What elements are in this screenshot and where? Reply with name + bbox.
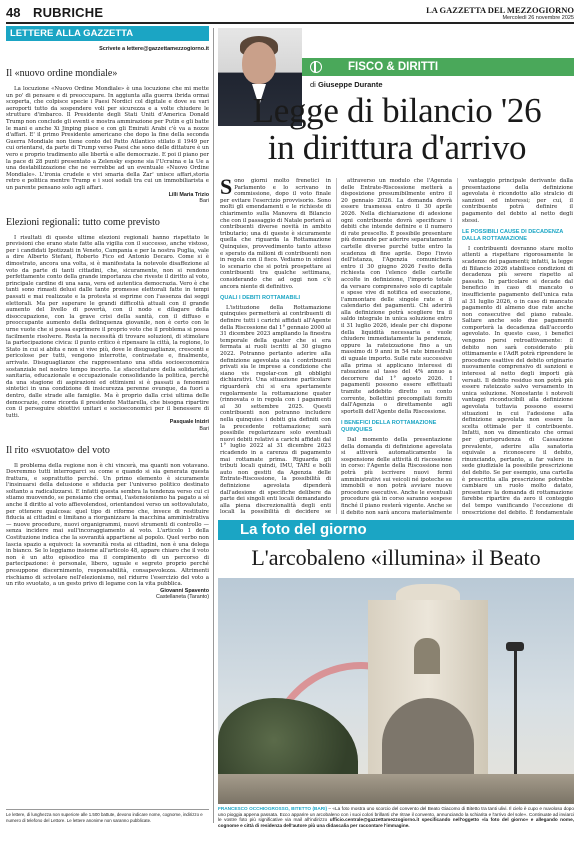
column-rule: [457, 178, 458, 514]
headline-line: Legge di bilancio '26: [252, 91, 542, 130]
byline-author: Giuseppe Durante: [317, 80, 383, 89]
photo-of-day-image: [218, 578, 574, 804]
photo-caption: [218, 806, 574, 828]
page-number: 48: [6, 5, 21, 20]
headline-line: in dirittura d'arrivo: [267, 128, 527, 167]
article-column: [220, 178, 331, 514]
letter-body: I risultati di queste ultime elezioni regionali hanno rispettato le previsioni che erano state fatte alla vigilia con il successo, anche vistoso, per i candidati Ipotizzati in Veneto, Campania e per la nostra Puglia, vale a dire Alberto Stefani, Roberto Fico ed Antonio Decaro. Come si è dimostrato, ancora una volta, si è manifestata la notevole disaffezione al voto da parte di tanti cittadini, che, sicuramente, non si rendono perfettamente conto della grande importanza che riveste il diritto al voto, principale cardine di una sana, vera ed autentica democrazia. Vero è che tanti sono rimasti delusi dalle tante promesse elettorali fatte in tempi passati e mai realizzate e la protesta si esprime con l'assenza dai seggi elettorali. Ma per superare le grandi difficoltà attuali con il grande aumento del livello di povertà, con il nodo e dilagare della disoccupazione, con la grave crisi della sanità, con il diffuso e preoccupante aumento della delinquenza giovanile, non è certo con le urne vuote che si possa esprimere il proprio voto che il problema si possa facilmente risolvere. Resta la necessità di trovare soluzioni, di stimolare la partecipazione civica: il punto critico è ripensare la città, la regione, lo Stato in cui si abita e non si vive più, dove le disuguaglianze, crescenti e pericolose per tutti, vengono interrotte, contrastate e, finalmente, arrivate. Disuguaglianze che rappresentano una sfida socioeconomica sostanziale nel nostro tempo incerto. Le sfaccettature della solidarietà, sanitaria, educazionale e occupazionale consolidando la politica, perchè da una stagione di aspirazioni ed ottimismi si è passati a fenomeni sintetici in una condizione di insicurezza perenne ovunque, da fuori a dentro, dalle strade alle famiglie. Ma è proprio dalla crisi ultima delle democrazie, come ricorda il presidente Mattarella, che bisogna ripartire con il perseguire obiettivi unitari e socioeconomici per il benessere di tutti.: [6, 234, 209, 419]
issue-date: Mercoledì 26 novembre 2025: [502, 15, 574, 21]
photo-credit: FRANCESCO OCCHIOGROSSO, BITETTO (BARI): [218, 806, 328, 811]
article-paragraph: I contribuenti dovranno stare molto attenti a rispettare rigorosamente le scadenze dei pagamenti; infatti, la legge di Bilancio 2026 stabilisce condizioni di decadenza più severe rispetto al passato. In particolare si decade dal beneficio in caso di mancato o insufficiente pagamento dell'unica rata al 31 luglio 2026, o in caso di mancato pagamento di almeno due rate anche non consecutive del piano rateale. Saltare anche solo due pagamenti comporterà la decadenza dall'accordo agevolato. In questo caso, i benefici vengono persi retroattivamente: il debito non sarà considerato più ottimamente e l'AdR potrà riprendere le procedure esattive del debito originario nuovamente comprensivo di sanzioni e interessi al netto degli importi già versati. Il debito residuo non potrà più essere rateizzato salvo versamento in unica soluzione. Nonostante i notevoli vantaggi riconducibili alla definizione agevolata tuttavia possono essersi situazioni in cui l'adesione alla definizione agevolata non essere la scelta ottimale per il contribuente. Infatti, non va dimenticato che ormai per giurisprudenza di Cassazione prevalente, aderire alla sanatoria equivale a riconoscere il debito, rinunciando, pertanto, a far valere in sede giudiziale la possibile prescrizione del debito. Se per esempio, una cartella è prescritta alla prescrizione potrebbe cambiare un ruolo molto datato, presentare la domanda di rottamazione farebbe ripartire da zero il conteggio del tempo vanificando l'eccezione di prescrizione del debito. È fondamentale: [462, 245, 573, 514]
article-column: [462, 178, 573, 514]
fisco-band: [302, 58, 574, 76]
article-paragraph: attraverso un modulo che l'Agenzia delle Entrate-Riscossione metterà a disposizione presumibilmente entro il 20 gennaio 2026. La domanda dovrà essere trasmessa entro il 30 aprile 2026. Nella dichiarazione di adesione ogni contribuente dovrà specificare i debiti che intende definire e il numero di rate prescelto. È possibile presentare più domande per aderire separatamente cartelle diverse purché tutte entro la scadenza di fine aprile. Dopo l'invio dell'istanza, l'Agenzia comunicherà entro il 30 giugno 2026 l'esito della richiesta con l'elenco delle cartelle accolte in definizione, l'importo totale da versare comprensivo solo di capitale e spese vive di notifica ed esecuzione, l'ammontare delle singole rate e il calendario dei pagamenti. Chi aderirà alla definizione potrà scegliere tra il saldo integrale in unica soluzione entro il 31 luglio 2026, ideale per chi dispone della liquidità necessaria e vuole chiudere immediatamente la pendenza, oppure la rateizzazione fino a un massimo di 9 anni in 54 rate bimestrali di uguale importo. Sulle rate successive alla prima si applicano interessi di rateazione al tasso del 4% annuo a decorrere dal 1° agosto 2026. I pagamenti possono essere effettuati tramite addebito diretto su conto corrente, bollettini precompilati forniti dall'Agenzia o direttamente agli sportelli dell'Agente della Riscossione.: [341, 178, 452, 415]
letters-banner: LETTERE ALLA GAZZETTA: [6, 26, 209, 41]
article-body: [220, 178, 576, 514]
article-subheading: QUALI I DEBITI ROTTAMABILI: [220, 295, 301, 302]
byline-prefix: di: [310, 80, 316, 89]
scales-icon: [310, 61, 322, 73]
letter-body: La locuzione «Nuovo Ordine Mondiale» è una locuzione che mi mette un po' di pensare e di preoccupare. In aggiunta alla guerra ibrida ormai scoperta, che colpisce specie i Paesi Nordici col digitale e dove su vari aeroporti tutto da sospendere voli per sicurezza e a volte chiudere le strutture d'imbarco. Il Presidente degli Stati Uniti d'America Donald Trump non conclude gli eventi e mostra ammirazione per Putin e gli batte le mani e anche Xi Jinping piace e con gli Emirati Arabi c'è va a nozze d'affari. E' il primo Presidente americano che dopo la fine della seconda Guerra Mondiale non tiene conto del Patto Atlantico stilato il 1949 per cui orientarsi, da parte di Trump verso Paesi che sono delle dittature è un vero e proprio tradimento alle libertà e alle democrazie. E poi il piano per la pace di 28 punti presentato a Zelensky espone sia l'Ucraina e la Ue a una destabilizzazione che ne verrebbe ad un eventuale «Nuovo Ordine Mondiale». L'ironia crudele e vivi smaria della Zar' unisce affari,storia retro e politica mentre Trump e i suoi sodali tra cui un immobiliarista e un parente pensano solo agli affari.: [6, 86, 209, 191]
letter-title: Il «nuovo ordine mondiale»: [6, 68, 118, 79]
letters-footnote: Le lettere, di lunghezza non superiore alle 1.500 battute, devono indicare nome, cognome, indirizzo e numero di telefono del Lettore. Le lettere anonime non saranno pubblicate.: [6, 809, 209, 823]
article-paragraph: Dal momento della presentazione della domanda di definizione agevolata si attiverà automaticamente la sospensione delle attività di riscossione in corso: l'Agente della Riscossione non potrà più iscrivere nuovi fermi amministrativi sui veicoli né ipoteche su immobili e non potrà avviare nuove procedure esecutive. Anche le eventuali procedure già in corso saranno sospese finché il piano resterà vigente. Anche se il debito non sarà ancora materialmente: [341, 436, 452, 514]
letters-column: [6, 26, 209, 823]
photo-of-day-band: La foto del giorno: [218, 520, 574, 540]
letter-signature: [6, 588, 209, 601]
letters-contact: Scrivete a lettere@gazzettamezzogiorno.it: [99, 46, 209, 52]
letter-title: Elezioni regionali: tutto come previsto: [6, 216, 160, 228]
letter-signature: [6, 419, 209, 432]
letter-title: Il rito «svuotato» del voto: [6, 444, 110, 456]
letter-author: Pasquale Iniziri: [169, 419, 209, 426]
photo-of-day-title: L'arcobaleno «illumina» il Beato: [251, 545, 541, 570]
article-paragraph: vantaggio principale derivante dalla presentazione della definizione agevolata è ricondotto allo stralcio di sanzioni ed interessi; per cui, il contribuente potrà definire il pagamento del debito al netto degli stessi.: [462, 178, 573, 224]
letter-city: Castellaneta (Taranto): [155, 594, 209, 601]
newspaper-name: LA GAZZETTA DEL MEZZOGIORNO: [426, 5, 574, 15]
section-title: RUBRICHE: [33, 5, 104, 20]
letter-signature: [6, 192, 209, 205]
column-divider: [213, 28, 214, 823]
article-subheading: LE POSSIBILI CAUSE DI DECADENZA DALLA ROTTAMAZIONE: [462, 229, 564, 242]
article-byline: [310, 80, 383, 89]
photo-caption-instructions: ufficio.centrale@gazzettamezzogiorno.it specificando nell'oggetto «la foto del giorno» e allegando nome, cognome e città di residenza dell'autore più una didascalia per raccontare l'immagine.: [218, 817, 574, 828]
page-header: [6, 5, 574, 21]
article-paragraph: Sono giorni molto frenetici in Parlamento e lo scrivano in commissione, dopo il voto finale per evitare l'esercizio provvisorio. Sono molti gli emendamenti e le richieste di chiarimento sulla Manovra di Bilancio che con il passaggio di Natale porterà ai contribuenti diverse novità in ambito tributario; una di queste è sicuramente quella che riguarda la Rottamazione Quinquies, provvedimento tanto atteso e sperato da milioni di contribuenti non in regola con il fisco. Vediamo in sintesi lo scenario che si potrà prospettare ai contribuenti tra qualche settimana, considerando che ad oggi non c'è ancora niente di definitivo.: [220, 178, 331, 290]
letter-city: Bari: [199, 198, 209, 205]
header-divider: [6, 22, 574, 24]
fisco-band-label: FISCO & DIRITTI: [348, 61, 439, 73]
article-subheading: I BENEFICI DELLA ROTTAMAZIONE QUINQUIES: [341, 420, 437, 434]
article-headline: [222, 92, 572, 166]
letter-author: Lilli Maria Trizio: [168, 191, 209, 198]
photo-caption-text: – «La foto mostra uno scorcio del convento del Beato Giacomo di Bitetto tra tanti ulivi. Il cielo è cupo e nuvoloso dopo uno pioggia appena passata. Ecco apparire un arcobaleno con i suoi colori brillanti che ritrae il convento, annunciando la schiarita e l'arrivo del sole». Continuate ad inviarci le vostre foto più significative via mail all'indirizzo: [218, 806, 575, 823]
article-column: [341, 178, 452, 514]
drop-cap: S: [220, 178, 233, 199]
article-paragraph: L'istituzione della Rottamazione quinquies permetterà ai contribuenti di definire tutti i carichi affidati all'Agente della Riscossione dal 1° gennaio 2000 al 31 dicembre 2023 ampliando la finestra temporale della quater che si era fermata ai ruoli iscritti al 30 giugno 2022. Potranno pertanto aderire alla definizione agevolata sia i contribuenti privati sia le imprese a condizione che siano vis regolar-con gli obblighi dichiarativi. Una situazione particolare riguarderà chi si era spertamente regolarmente la rottamazione quater (rinnovata o in regola con i pagamenti al 30 settembre 2025. Questi contribuenti non potranno includere nella quinquies i debiti gia definiti con la precedente rottamazione; sarà possibile regolarizzare solo eventuali nuovi debiti relativi a carichi affidati dal 1° luglio 2022 al 31 dicembre 2023 ricadendo in a carenza di pagamento mai rottamate prima. Riguarda gli tributi locali quindi, IMU, TARI e bolli auto non gestiti da Agenzia delle Entrate-Riscossione, la possibilità di definizione agevolata dipenderà dall'adesione di specifiche delibere da parte dei singoli enti locali demandando alla piena discrezionalità degli enti locali la possibilità di decidere se: [220, 304, 331, 514]
column-rule: [336, 178, 337, 514]
letter-body: Il problema della regione non è chi vincerà, ma quanti non votavano. Dovremmo tutti interrogarci su come e quando si sia generata questa frattura, e soprattutto perché. Un primo elemento è sicuramente l'insinuarsi della delusione e sfiducia per l'universo politico destinato soltanto a radicalizzarsi. E infatti questa sembra la tendenza verso cui ci stiamo muovendo, se pensiamo che ormai, l'astensionismo ha pagato a sé anche il diritto al voto affievolendosi, orientandosi verso un sottovalutato, per ottenere qualcosa: quel tipo di riforme che, invece di restituire fiducia ai cittadini e limitano a riorganizzare la macchina amministrativa — nuove procedure, nuovi organigrammi, nuovi strumenti di controllo — senza incidere mai sull'incoraggiamento al voto. L'articolo 1 della Costituzione indica che la sovranità appartiene al popolo. Quel verbo non lascia spazio a equivoci: la sovranità resta ai cittadini, non è una delega in bianco. Se lo leggiamo insieme all'articolo 48, appare chiaro che il voto non è un atto episodico ma il compimento di un percorso di partecipazione: è personale, libero, uguale e segreto proprio perché presuppone discernimento, responsabilità, consapevolezza. Altrimenti rischiamo di scivolare nell'elezionismo, nel ridurre l'esercizio del voto a un rito svuotato, a un gesto privo di legame con la vita pubblica.: [6, 462, 209, 588]
letter-city: Bari: [199, 425, 209, 432]
letter-author: Giovanni Spavento: [160, 587, 209, 594]
